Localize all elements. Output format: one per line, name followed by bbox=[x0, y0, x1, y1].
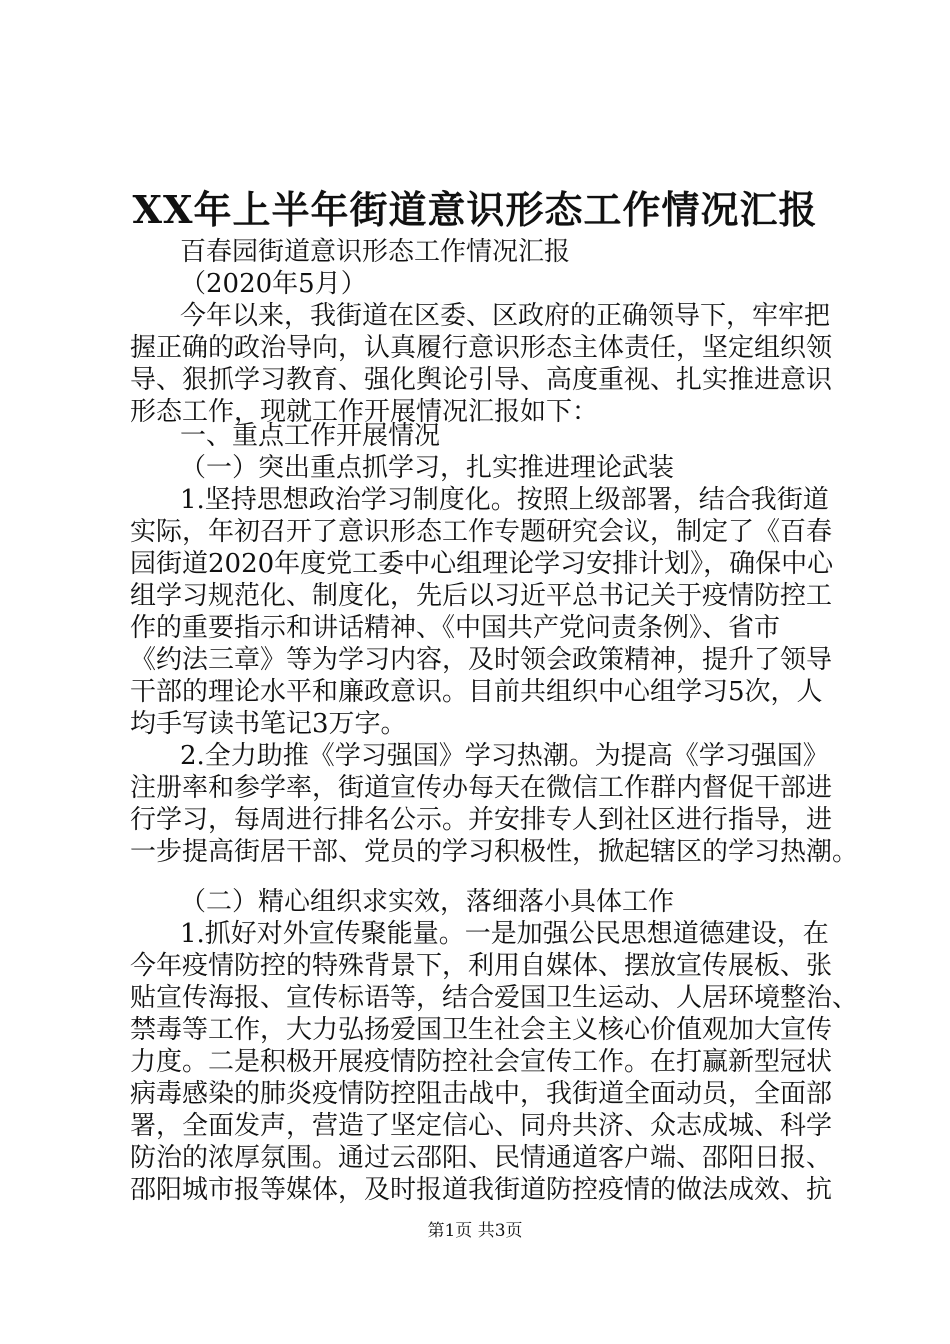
paragraph-line: 2.全力助推《学习强国》学习热潮。为提高《学习强国》 bbox=[180, 741, 829, 771]
paragraph-line: 署，全面发声，营造了坚定信心、同舟共济、众志成城、科学 bbox=[130, 1111, 833, 1141]
paragraph-line: 均手写读书笔记3万字。 bbox=[130, 709, 407, 739]
paragraph-line: 干部的理论水平和廉政意识。目前共组织中心组学习5次，人 bbox=[130, 677, 823, 707]
document-title: XX年上半年街道意识形态工作情况汇报 bbox=[132, 187, 818, 232]
paragraph-line: 1.抓好对外宣传聚能量。一是加强公民思想道德建设，在 bbox=[180, 919, 829, 949]
paragraph-line: 实际，年初召开了意识形态工作专题研究会议，制定了《百春 bbox=[130, 517, 833, 547]
paragraph-line: 导、狠抓学习教育、强化舆论引导、高度重视、扎实推进意识 bbox=[130, 365, 833, 395]
paragraph-line: 行学习，每周进行排名公示。并安排专人到社区进行指导，进 bbox=[130, 805, 833, 835]
paragraph-line: 病毒感染的肺炎疫情防控阻击战中，我街道全面动员，全面部 bbox=[130, 1079, 833, 1109]
paragraph-line: 1.坚持思想政治学习制度化。按照上级部署，结合我街道 bbox=[180, 485, 829, 515]
paragraph-line: 形态工作，现就工作开展情况汇报如下： bbox=[130, 397, 599, 427]
date-line: （2020年5月） bbox=[180, 269, 367, 299]
page-footer: 第1页 共3页 bbox=[427, 1221, 523, 1241]
paragraph-line: 组学习规范化、制度化，先后以习近平总书记关于疫情防控工 bbox=[130, 581, 833, 611]
paragraph-line: 注册率和参学率，街道宣传办每天在微信工作群内督促干部进 bbox=[130, 773, 833, 803]
paragraph-line: 作的重要指示和讲话精神、《中国共产党问责条例》、省市 bbox=[130, 613, 781, 643]
paragraph-line: 贴宣传海报、宣传标语等，结合爱国卫生运动、人居环境整治、 bbox=[130, 983, 859, 1013]
subtitle-line: 百春园街道意识形态工作情况汇报 bbox=[180, 237, 571, 267]
paragraph-line: 今年疫情防控的特殊背景下，利用自媒体、摆放宣传展板、张 bbox=[130, 951, 833, 981]
paragraph-line: 园街道2020年度党工委中心组理论学习安排计划》，确保中心 bbox=[130, 549, 834, 579]
paragraph-line: 今年以来，我街道在区委、区政府的正确领导下，牢牢把 bbox=[180, 301, 831, 331]
paragraph-line: 力度。二是积极开展疫情防控社会宣传工作。在打赢新型冠状 bbox=[130, 1047, 833, 1077]
subsection-heading: （一）突出重点抓学习，扎实推进理论武装 bbox=[180, 453, 675, 483]
paragraph-line: 防治的浓厚氛围。通过云邵阳、民情通道客户端、邵阳日报、 bbox=[130, 1143, 833, 1173]
paragraph-line: 邵阳城市报等媒体，及时报道我街道防控疫情的做法成效、抗 bbox=[130, 1175, 833, 1205]
paragraph-line: 一步提高街居干部、党员的学习积极性，掀起辖区的学习热潮。 bbox=[130, 837, 859, 867]
paragraph-line: 握正确的政治导向，认真履行意识形态主体责任，坚定组织领 bbox=[130, 333, 833, 363]
section-heading: 一、重点工作开展情况 bbox=[180, 421, 441, 451]
paragraph-line: 禁毒等工作，大力弘扬爱国卫生社会主义核心价值观加大宣传 bbox=[130, 1015, 833, 1045]
paragraph-line: 《约法三章》等为学习内容，及时领会政策精神，提升了领导 bbox=[130, 645, 833, 675]
subsection-heading: （二）精心组织求实效，落细落小具体工作 bbox=[180, 887, 675, 917]
